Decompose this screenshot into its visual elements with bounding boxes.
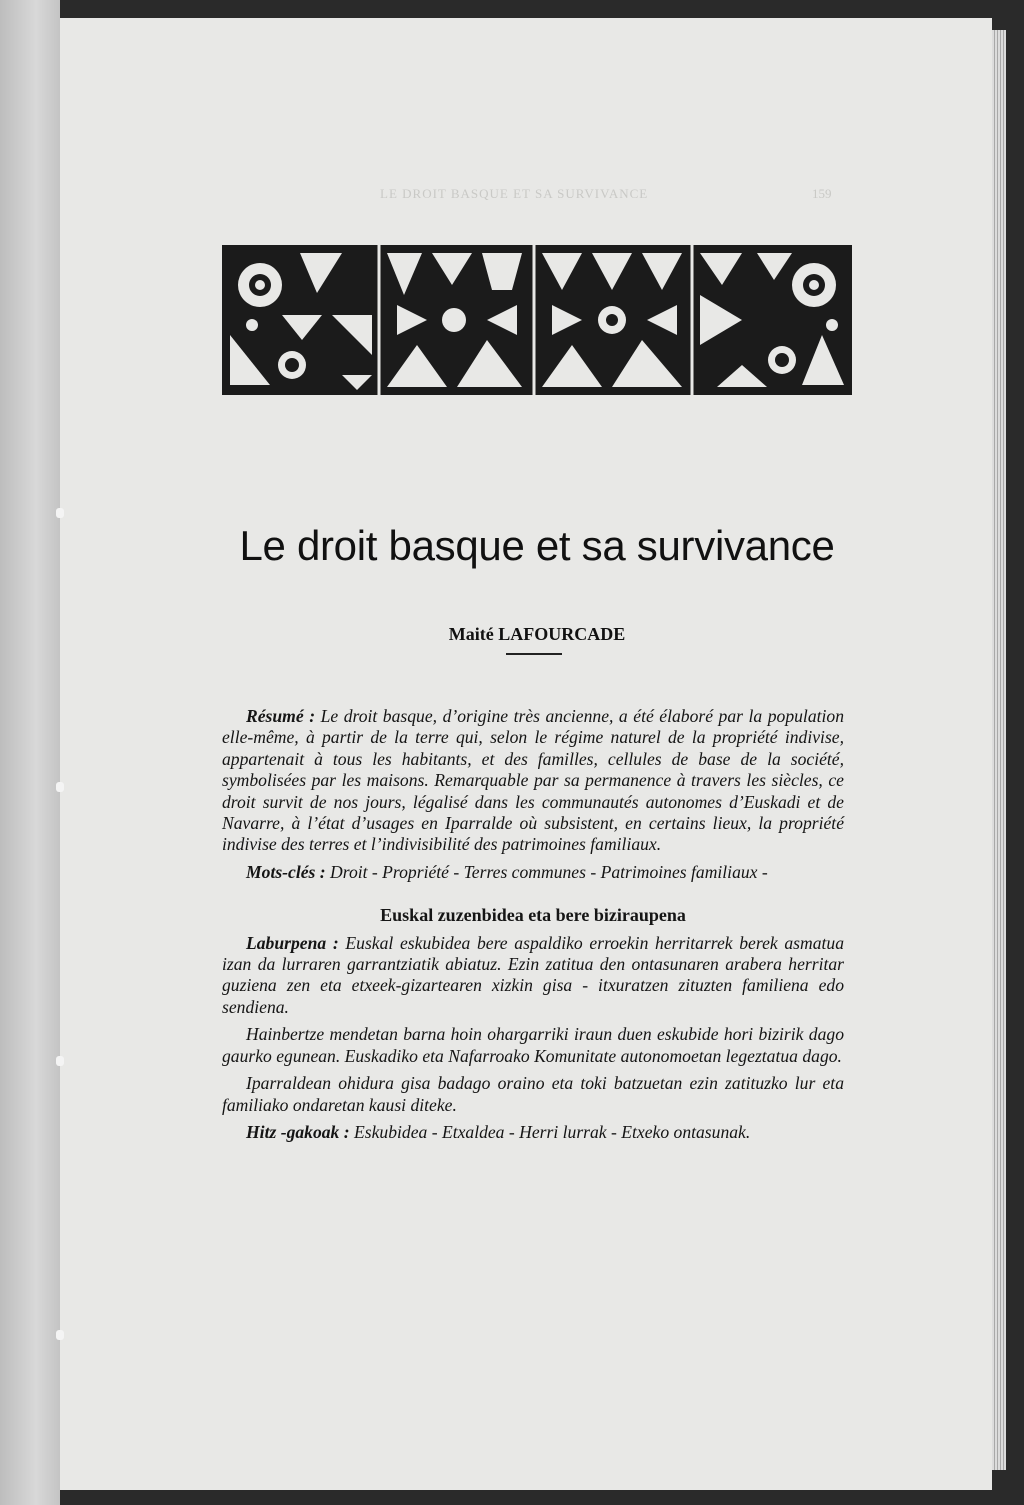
author-divider bbox=[506, 653, 562, 655]
keywords-paragraph bbox=[222, 862, 844, 883]
running-header: LE DROIT BASQUE ET SA SURVIVANCE bbox=[380, 186, 649, 201]
abstract-section bbox=[222, 706, 844, 1149]
basque-paragraph-3: Iparraldean ohidura gisa badago oraino eta toki batzuetan ezin zatituzko lur eta familiako ondaretan kausi diteke. bbox=[222, 1073, 844, 1115]
page-number: 159 bbox=[812, 186, 832, 201]
article-title: Le droit basque et sa survivance bbox=[239, 522, 835, 569]
facing-page-edge bbox=[0, 0, 60, 1505]
resume-paragraph bbox=[222, 706, 844, 856]
laburpena-text: Euskal eskubidea bere aspaldiko erroekin herritarrek berek asmatua izan da lurraren garrantziatik abiatuz. Ezin zatitua den ontasunaren arabera herritar guziena zen eta etxeek-gizartearen xizkin gisa - itxuratzen zituzten familiena edo sendiena. bbox=[222, 932, 844, 1017]
keywords-text: Droit - Propriété - Terres communes - Patrimoines familiaux - bbox=[325, 861, 768, 882]
resume-label: Résumé : bbox=[246, 706, 316, 726]
binding-stitch bbox=[56, 1056, 64, 1066]
keywords-label: Mots-clés : bbox=[246, 861, 326, 882]
binding-stitch bbox=[56, 1330, 64, 1340]
resume-text: Le droit basque, d’origine très ancienne, a été élaboré par la population elle-même, à partir de la terre qui, selon le régime naturel de la propriété indivise, appartenait à tous les habitants, et des familles, cellules de base de la société, symbolisées par les maisons. Remarquable par sa permanence à travers les siècles, ce droit survit de nos jours, légalisé dans les communautés autonomes d’Euskadi et de Navarre, à l’état d’usages en Iparralde où subsistent, en certains lieux, la propriété indivise des terres et l’indivisibilité des patrimoines familiaux. bbox=[222, 706, 844, 855]
author-name: Maité LAFOURCADE bbox=[448, 624, 626, 644]
binding-stitch bbox=[56, 782, 64, 792]
basque-title: Euskal zuzenbidea eta bere biziraupena bbox=[380, 905, 686, 926]
laburpena-paragraph bbox=[222, 933, 844, 1019]
basque-paragraph-2: Hainbertze mendetan barna hoin ohargarriki iraun duen eskubide hori bizirik dago gaurko egunean. Euskadiko eta Nafarroako Komunitate autonomoetan legeztatua dago. bbox=[222, 1024, 844, 1066]
hitz-gakoak-text: Eskubidea - Etxaldea - Herri lurrak - Etxeko ontasunak. bbox=[349, 1121, 751, 1142]
page-stack-edges bbox=[992, 30, 1006, 1470]
basque-ornament-frieze bbox=[222, 245, 852, 395]
hitz-gakoak-paragraph bbox=[222, 1122, 844, 1143]
binding-stitch bbox=[56, 508, 64, 518]
laburpena-label: Laburpena : bbox=[246, 932, 339, 953]
hitz-gakoak-label: Hitz -gakoak : bbox=[246, 1121, 350, 1142]
